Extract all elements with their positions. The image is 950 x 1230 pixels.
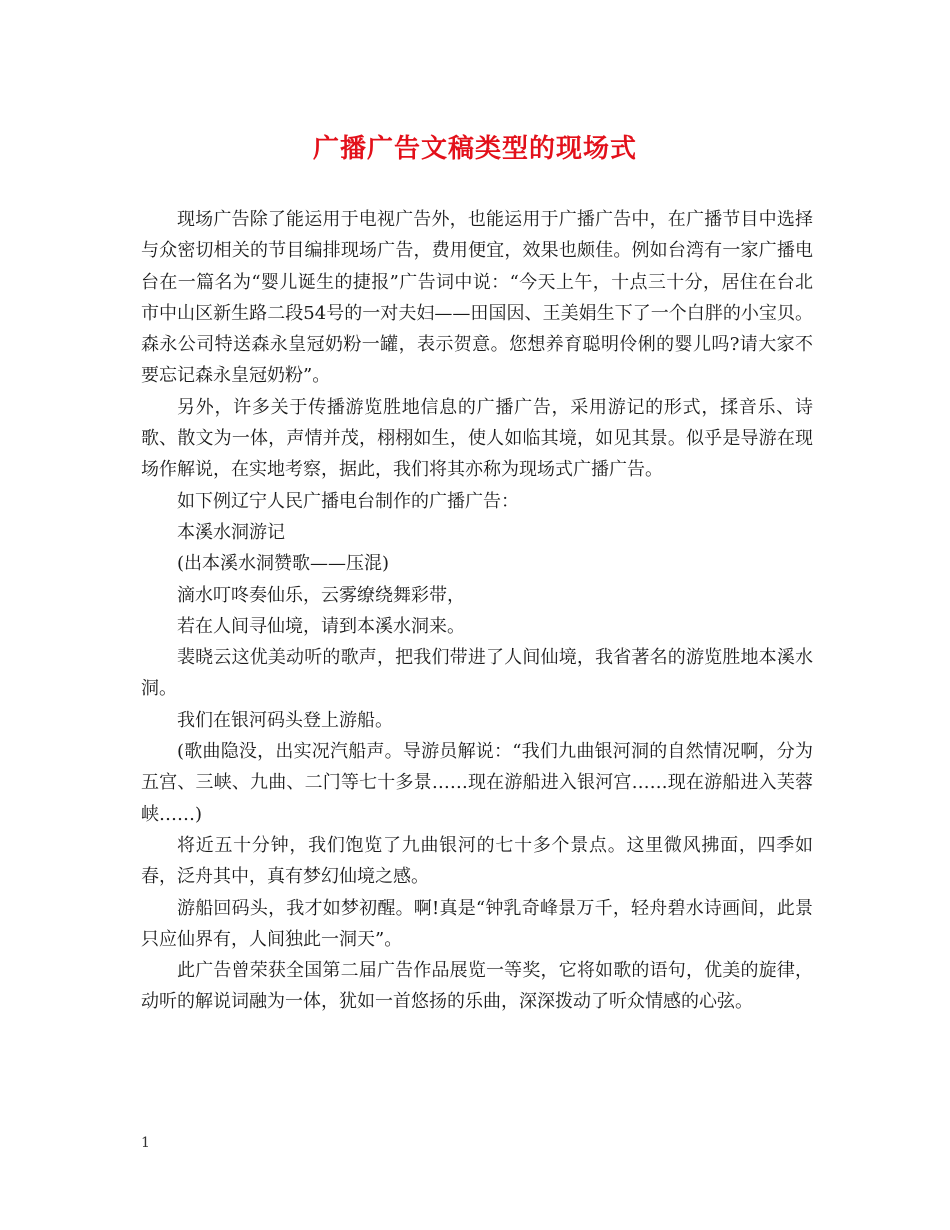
paragraph: 此广告曾荣获全国第二届广告作品展览一等奖，它将如歌的语句，优美的旋律，动听的解说词融为一体，犹如一首悠扬的乐曲，深深拨动了听众情感的心弦。 [141,960,813,1013]
document-body [141,204,813,1018]
page-number: 1 [141,1135,150,1151]
paragraph: 如下例辽宁人民广播电台制作的广播广告： [177,490,519,512]
document-title: 广播广告文稿类型的现场式 [312,134,637,164]
paragraph: 裴晓云这优美动听的歌声，把我们带进了人间仙境，我省著名的游览胜地本溪水洞。 [141,647,813,700]
paragraph: (歌曲隐没，出实况汽船声。导游员解说：“我们九曲银河洞的自然情况啊，分为五宫、三峡、九曲、二门等七十多景……现在游船进入银河宫……现在游船进入芙蓉峡……) [141,741,813,825]
paragraph: 另外，许多关于传播游览胜地信息的广播广告，采用游记的形式，揉音乐、诗歌、散文为一体，声情并茂，栩栩如生，使人如临其境，如见其景。似乎是导游在现场作解说，在实地考察，据此，我们将其亦称为现场式广播广告。 [141,396,813,481]
paragraph: 本溪水洞游记 [177,521,285,543]
paragraph: (出本溪水洞赞歌——压混) [177,553,390,575]
paragraph: 将近五十分钟，我们饱览了九曲银河的七十多个景点。这里微风拂面，四季如春，泛舟其中，真有梦幻仙境之感。 [141,834,813,888]
paragraph: 游船回码头，我才如梦初醒。啊!真是“钟乳奇峰景万千，轻舟碧水诗画间，此景只应仙界有，人间独此一洞天”。 [141,897,813,950]
paragraph: 我们在银河码头登上游船。 [177,709,393,731]
paragraph: 若在人间寻仙境，请到本溪水洞来。 [177,615,465,637]
paragraph: 现场广告除了能运用于电视广告外，也能运用于广播广告中，在广播节目中选择与众密切相关的节目编排现场广告，费用便宜，效果也颇佳。例如台湾有一家广播电台在一篇名为“婴儿诞生的捷报”广告词中说：“今天上午，十点三十分，居住在台北市中山区新生路二段54号的一对夫妇——田国因、王美娟生下了一个白胖的小宝贝。森永公司特送森永皇冠奶粉一罐，表示贺意。您想养育聪明伶俐的婴儿吗?请大家不要忘记森永皇冠奶粉”。 [141,209,813,387]
paragraph: 滴水叮咚奏仙乐，云雾缭绕舞彩带， [177,584,465,606]
